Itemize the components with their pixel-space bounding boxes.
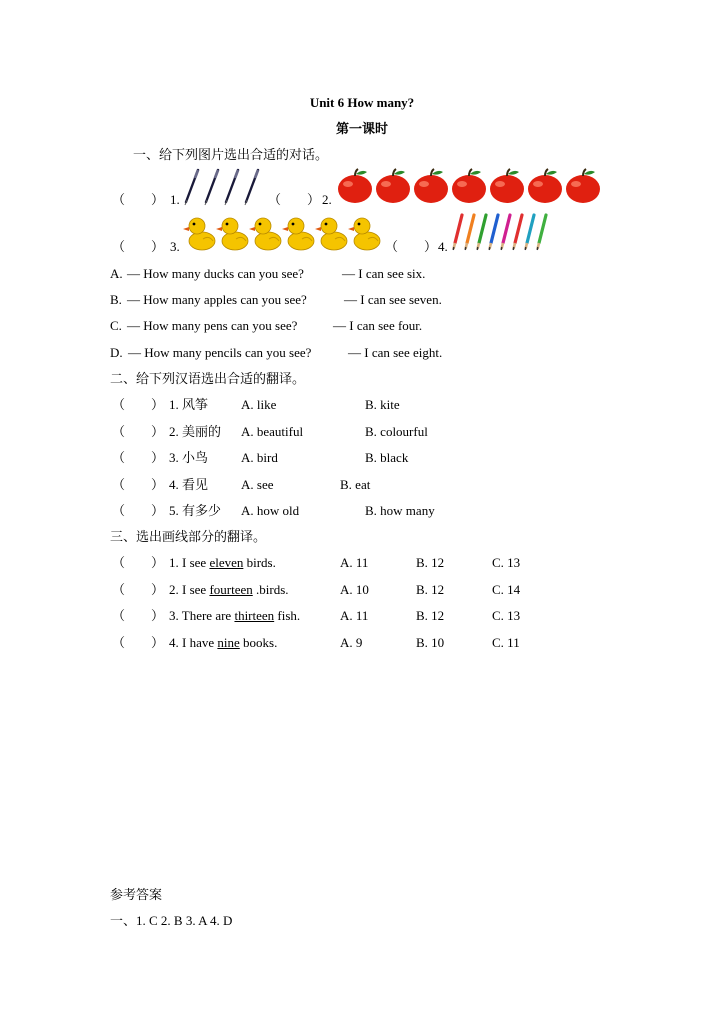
item-word: 2. 美丽的 (169, 424, 222, 439)
underlined-word: nine (217, 635, 240, 650)
underlined-word: eleven (209, 555, 244, 570)
underlined-word: thirteen (234, 608, 275, 623)
q3-number: 3. (170, 239, 180, 254)
pen-icon (182, 168, 202, 206)
answer-paren: （ ） (112, 555, 165, 570)
q2-number: 2. (322, 192, 332, 207)
pencil-icon (500, 213, 512, 251)
option-letter: D. (110, 345, 123, 360)
sentence-post: .birds. (252, 582, 289, 597)
option-answer: — I can see six. (342, 266, 426, 281)
sentence (169, 555, 276, 571)
option-letter: B. (110, 292, 122, 307)
choice-a: A. beautiful (241, 424, 304, 439)
pen-icon (202, 168, 222, 206)
underlined-word: fourteen (209, 582, 253, 597)
duck-icon (183, 215, 216, 251)
option-question: — How many apples can you see? (127, 292, 307, 307)
answer-paren: （ ） (112, 477, 165, 492)
option-letter: A. (110, 266, 123, 281)
q3-ducks-picture (183, 215, 381, 251)
duck-icon (249, 215, 282, 251)
pen-icon (222, 168, 242, 206)
q2-paren: （ ） (268, 192, 321, 207)
choice-a: A. 10 (340, 582, 369, 597)
pencil-icon (524, 213, 536, 251)
q1-paren: （ ） (112, 192, 165, 207)
answer-paren: （ ） (112, 397, 165, 412)
item-word: 3. 小鸟 (169, 450, 209, 465)
pencil-icon (476, 213, 488, 251)
duck-icon (348, 215, 381, 251)
page-subtitle: 第一课时 (335, 121, 388, 136)
option-question: — How many pens can you see? (127, 318, 298, 333)
choice-a: A. see (241, 477, 274, 492)
q4-number: 4. (438, 239, 448, 254)
apple-icon (374, 167, 412, 205)
item-word: 4. 看见 (169, 477, 209, 492)
answer-paren: （ ） (112, 450, 165, 465)
pencil-icon (488, 213, 500, 251)
apple-icon (336, 167, 374, 205)
duck-icon (282, 215, 315, 251)
answer-paren: （ ） (112, 424, 165, 439)
q4-pencils-picture (452, 213, 548, 251)
answers-heading: 参考答案 (110, 887, 163, 902)
choice-a: A. 11 (340, 608, 369, 623)
choice-b: B. 12 (416, 555, 445, 570)
apple-icon (450, 167, 488, 205)
apple-icon (488, 167, 526, 205)
answer-paren: （ ） (112, 582, 165, 597)
item-word: 1. 风筝 (169, 397, 209, 412)
choice-a: A. bird (241, 450, 278, 465)
option-answer: — I can see seven. (344, 292, 442, 307)
sentence-pre: 3. There are (169, 608, 235, 623)
sentence-post: fish. (274, 608, 301, 623)
choice-b: B. eat (340, 477, 371, 492)
choice-c: C. 13 (492, 555, 521, 570)
choice-b: B. how many (365, 503, 435, 518)
sentence-pre: 1. I see (169, 555, 210, 570)
duck-icon (315, 215, 348, 251)
choice-a: A. 11 (340, 555, 369, 570)
pencil-icon (512, 213, 524, 251)
answers-line: 一、1. C 2. B 3. A 4. D (110, 913, 233, 928)
q3-paren: （ ） (112, 239, 165, 254)
option-letter: C. (110, 318, 122, 333)
pen-icon (242, 168, 262, 206)
sentence (169, 582, 289, 598)
option-answer: — I can see eight. (348, 345, 443, 360)
sentence (169, 635, 277, 651)
choice-c: C. 14 (492, 582, 521, 597)
choice-a: A. like (241, 397, 277, 412)
sentence-pre: 2. I see (169, 582, 210, 597)
q2-apples-picture (336, 167, 602, 205)
option-answer: — I can see four. (333, 318, 423, 333)
choice-a: A. 9 (340, 635, 363, 650)
page-title: Unit 6 How many? (309, 95, 415, 110)
choice-b: B. kite (365, 397, 400, 412)
item-word: 5. 有多少 (169, 503, 222, 518)
pencil-icon (452, 213, 464, 251)
choice-b: B. colourful (365, 424, 428, 439)
answer-paren: （ ） (112, 635, 165, 650)
apple-icon (564, 167, 602, 205)
q4-paren: （ ） (385, 239, 438, 254)
apple-icon (412, 167, 450, 205)
part2-heading: 二、给下列汉语选出合适的翻译。 (110, 371, 306, 386)
sentence (169, 608, 300, 624)
choice-b: B. black (365, 450, 409, 465)
choice-b: B. 12 (416, 582, 445, 597)
q1-pens-picture (182, 168, 262, 206)
sentence-pre: 4. I have (169, 635, 218, 650)
choice-b: B. 12 (416, 608, 445, 623)
choice-c: C. 13 (492, 608, 521, 623)
duck-icon (216, 215, 249, 251)
part3-heading: 三、选出画线部分的翻译。 (110, 529, 267, 544)
apple-icon (526, 167, 564, 205)
choice-b: B. 10 (416, 635, 445, 650)
q1-number: 1. (170, 192, 180, 207)
part1-heading: 一、给下列图片选出合适的对话。 (133, 147, 329, 162)
pencil-icon (464, 213, 476, 251)
sentence-post: birds. (243, 555, 276, 570)
answer-paren: （ ） (112, 608, 165, 623)
sentence-post: books. (239, 635, 278, 650)
answer-paren: （ ） (112, 503, 165, 518)
pencil-icon (536, 213, 548, 251)
option-question: — How many ducks can you see? (127, 266, 304, 281)
option-question: — How many pencils can you see? (128, 345, 312, 360)
choice-a: A. how old (241, 503, 300, 518)
choice-c: C. 11 (492, 635, 520, 650)
